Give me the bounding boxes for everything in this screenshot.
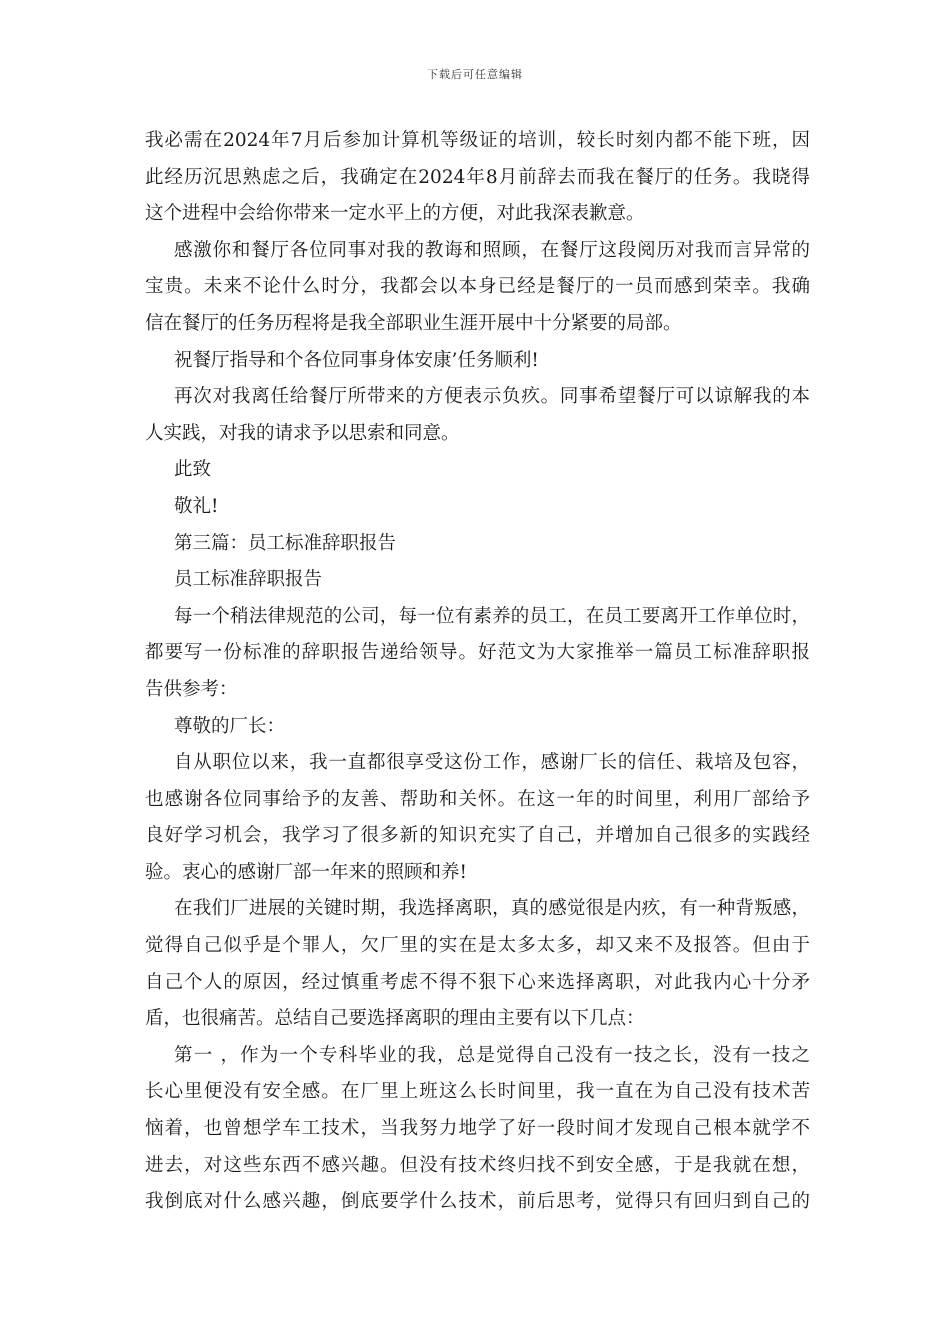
text-line: 祝餐厅指导和个各位同事身体安康’任务顺利!: [174, 349, 539, 371]
text-line: 觉得自己似乎是个罪人，欠厂里的实在是太多太多，却又来不及报答。但由于: [145, 935, 810, 957]
text-line: 宝贵。未来不论什么时分，我都会以本身已经是餐厅的一员而感到荣幸。我确: [145, 276, 810, 298]
text-line: 此经历沉思熟虑之后，我确定在2024年8月前辞去而我在餐厅的任务。我晓得: [145, 166, 810, 188]
text-line: 第三篇：员工标准辞职报告: [174, 532, 397, 554]
text-line: 也感谢各位同事给予的友善、帮助和关怀。在这一年的时间里，利用厂部给予: [145, 788, 810, 810]
text-line: 自己个人的原因，经过慎重考虑不得不狠下心来选择离职，对此我内心十分矛: [145, 971, 810, 993]
text-line: 这个进程中会给你带来一定水平上的方便，对此我深表歉意。: [145, 203, 645, 225]
text-line: 敬礼!: [174, 495, 219, 517]
text-line: 信在餐厅的任务历程将是我全部职业生涯开展中十分紧要的局部。: [145, 312, 682, 334]
text-line: 进去，对这些东西不感兴趣。但没有技术终归找不到安全感，于是我就在想，: [145, 1154, 810, 1176]
page-header: 下载后可任意编辑: [427, 68, 523, 81]
text-line: 自从职位以来，我一直都很享受这份工作，感谢厂长的信任、栽培及包容，: [174, 752, 810, 774]
text-line: 验。衷心的感谢厂部一年来的照顾和养!: [145, 861, 467, 883]
text-line: 在我们厂进展的关键时期，我选择离职，真的感觉很是内疚，有一种背叛感，: [174, 898, 810, 920]
text-line: 尊敬的厂长：: [174, 715, 286, 737]
text-line: 良好学习机会，我学习了很多新的知识充实了自己，并增加自己很多的实践经: [145, 825, 810, 847]
document-body: [145, 123, 810, 1221]
text-line: 再次对我离任给餐厅所带来的方便表示负疚。同事希望餐厅可以谅解我的本: [174, 386, 810, 408]
text-line: 告供参考：: [145, 678, 238, 700]
text-line: 我倒底对什么感兴趣，倒底要学什么技术，前后思考，觉得只有回归到自己的: [145, 1191, 810, 1213]
text-line: 第一 ，作为一个专科毕业的我，总是觉得自己没有一技之长，没有一技之: [174, 1044, 810, 1066]
text-line: 长心里便没有安全感。在厂里上班这么长时间里，我一直在为自己没有技术苦: [145, 1081, 810, 1103]
text-line: 员工标准辞职报告: [174, 569, 323, 591]
text-line: 感激你和餐厅各位同事对我的教诲和照顾，在餐厅这段阅历对我而言异常的: [174, 239, 810, 261]
text-line: 人实践，对我的请求予以思索和同意。: [145, 422, 460, 444]
text-line: 盾，也很痛苦。总结自己要选择离职的理由主要有以下几点：: [145, 1008, 645, 1030]
text-line: 此致: [174, 459, 212, 481]
text-line: 每一个稍法律规范的公司，每一位有素养的员工，在员工要离开工作单位时，: [174, 605, 810, 627]
text-line: 恼着，也曾想学车工技术，当我努力地学了好一段时间才发现自己根本就学不: [145, 1118, 810, 1140]
text-line: 都要写一份标准的辞职报告递给领导。好范文为大家推举一篇员工标准辞职报: [145, 642, 810, 664]
text-line: 我必需在2024年7月后参加计算机等级证的培训，较长时刻内都不能下班，因: [145, 130, 810, 151]
